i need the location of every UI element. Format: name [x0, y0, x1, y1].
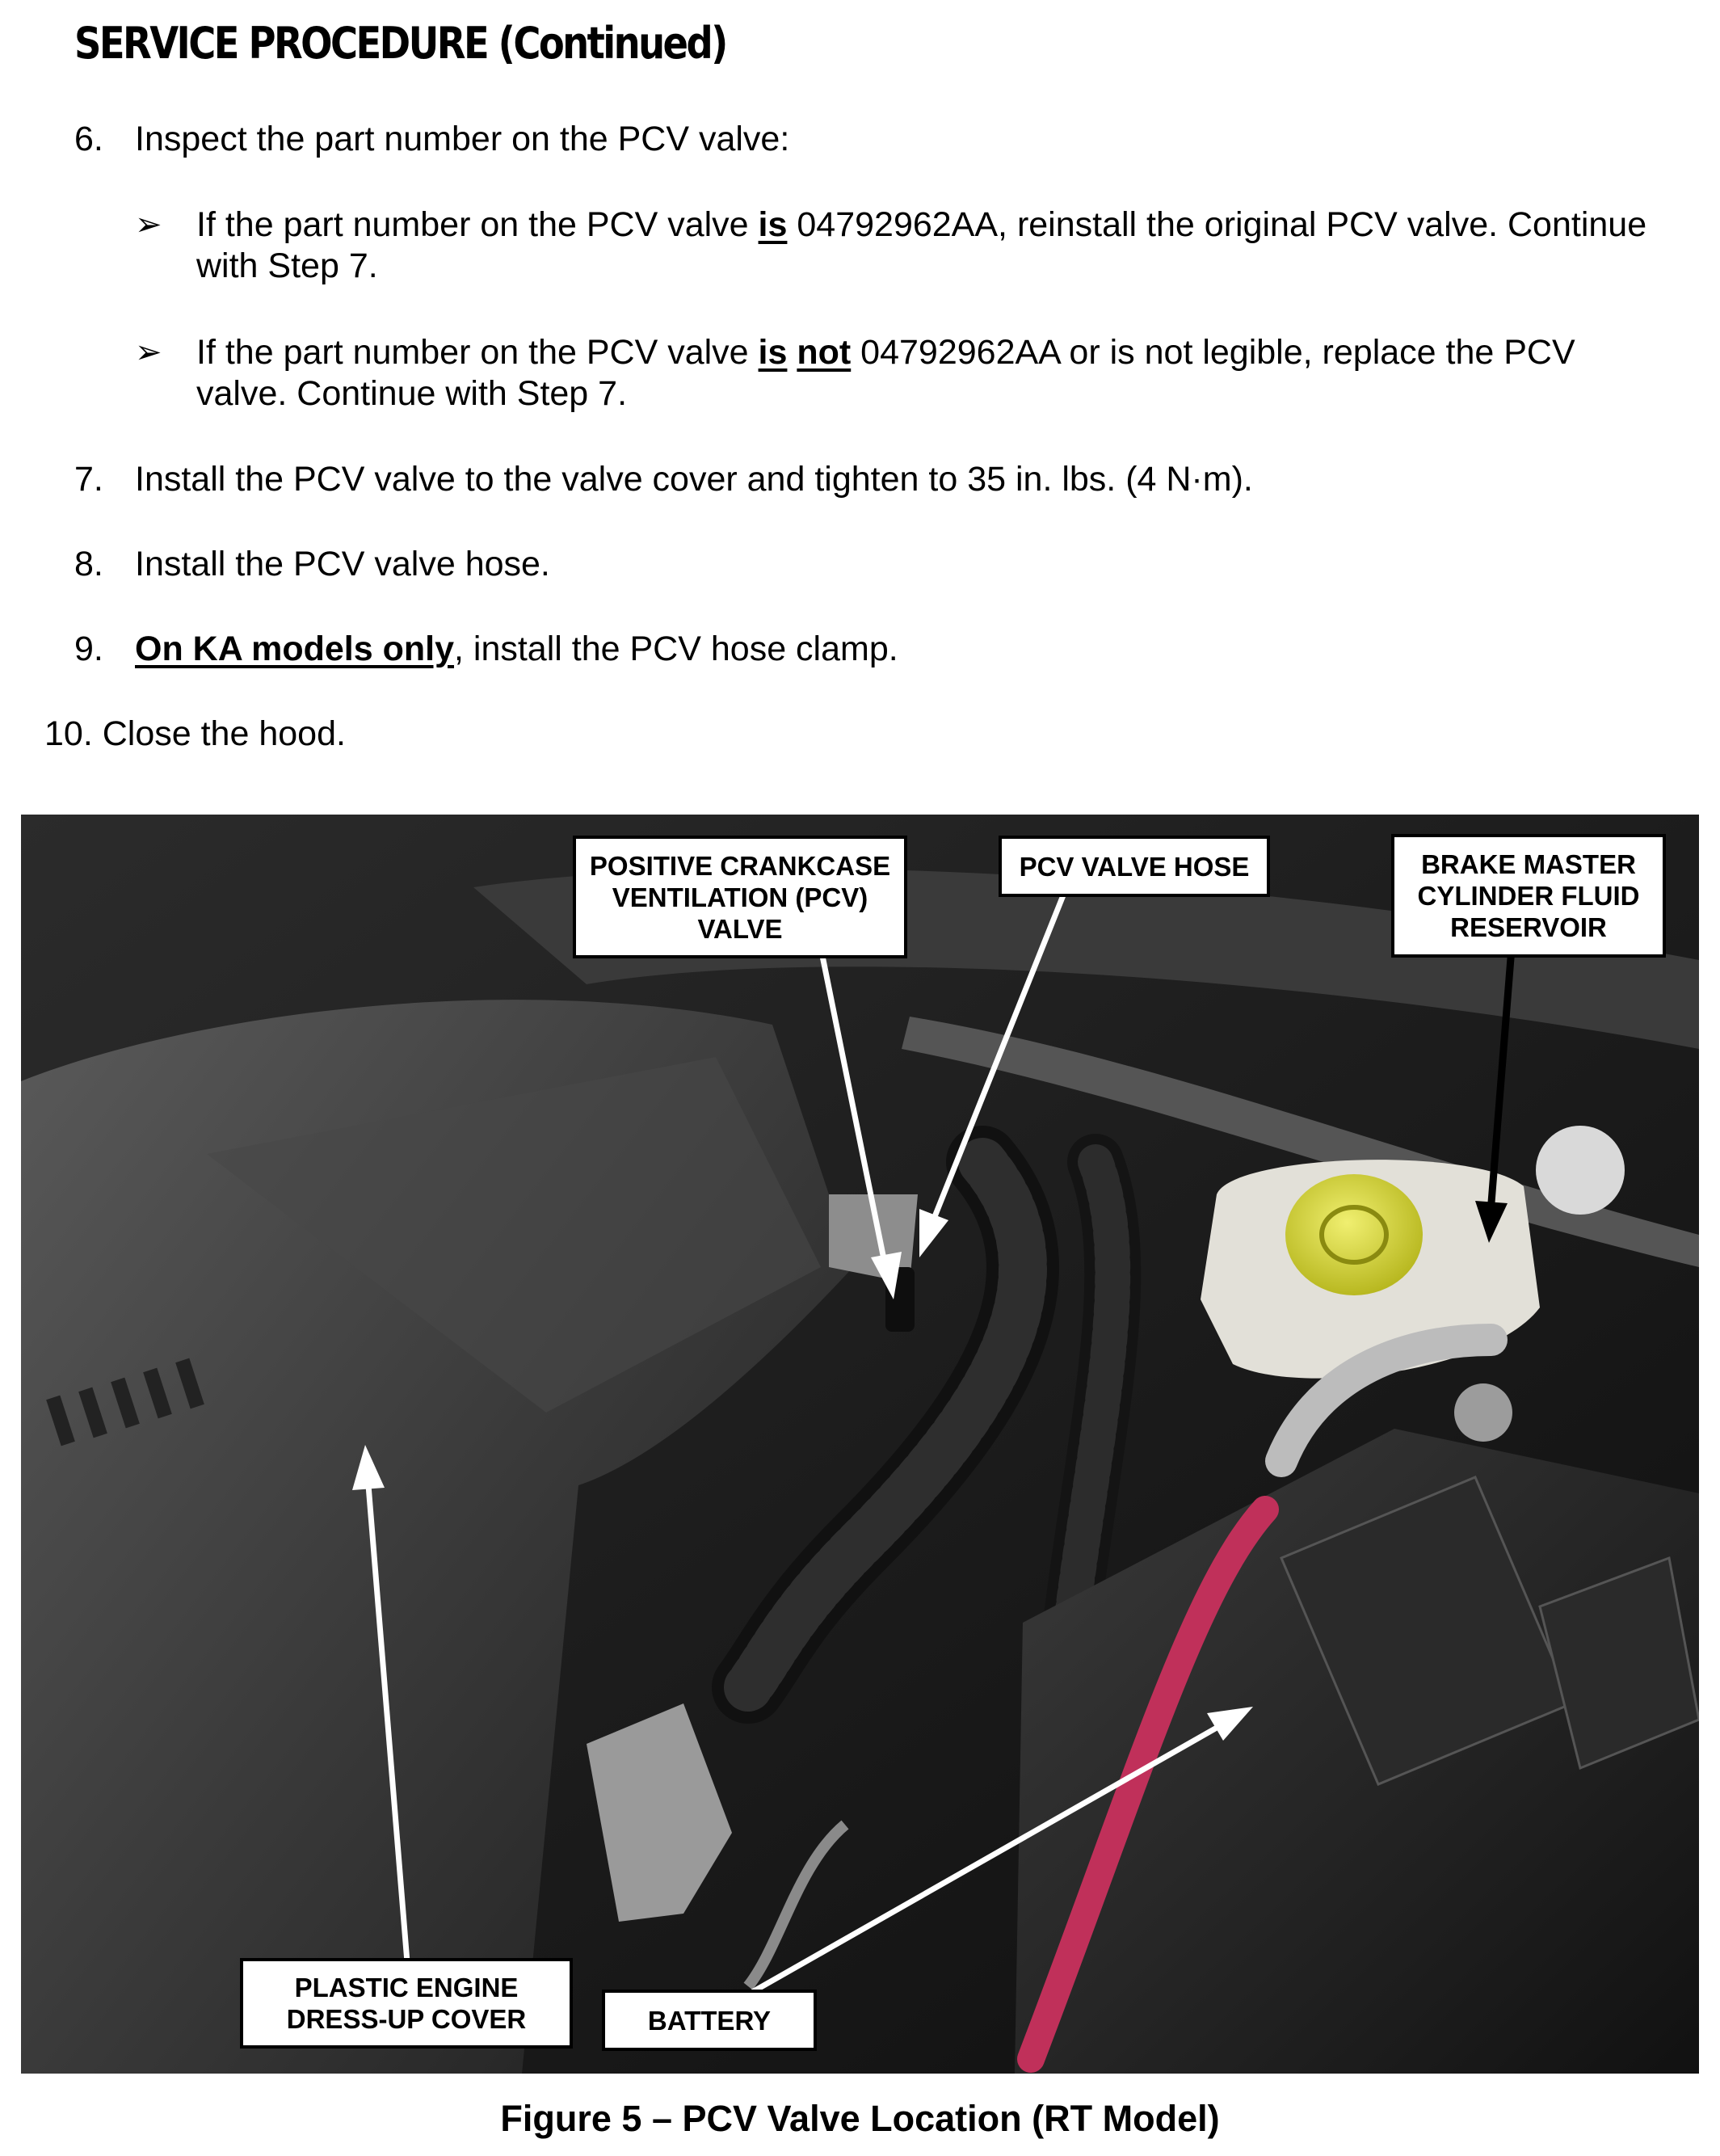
bullet-2-marker: ➢ [135, 335, 162, 370]
step-9-text: On KA models only, install the PCV hose clamp. [135, 630, 898, 668]
page-heading: SERVICE PROCEDURE (Continued) [74, 18, 726, 69]
bullet-2-line-1: If the part number on the PCV valve is not 04792962AA or is not legible, replace the PCV [196, 333, 1575, 372]
bullet-2-line-2: valve. Continue with Step 7. [196, 374, 628, 413]
step-7-text: Install the PCV valve to the valve cover and tighten to 35 in. lbs. (4 N·m). [135, 460, 1253, 499]
step-6-text: Inspect the part number on the PCV valve: [135, 120, 790, 158]
step-7-number: 7. [74, 460, 103, 499]
label-engine-cover: PLASTIC ENGINE DRESS-UP COVER [240, 1958, 573, 2049]
step-6-number: 6. [74, 120, 103, 158]
engine-bay-photo [21, 815, 1699, 2074]
step-8-text: Install the PCV valve hose. [135, 545, 550, 583]
label-brake-reservoir: BRAKE MASTER CYLINDER FLUID RESERVOIR [1391, 834, 1666, 958]
label-battery: BATTERY [602, 1990, 817, 2051]
bullet-1-marker: ➢ [135, 207, 162, 242]
bullet-1-line-1: If the part number on the PCV valve is 04792962AA, reinstall the original PCV valve. Continue [196, 205, 1647, 244]
label-pcv-valve-hose: PCV VALVE HOSE [999, 836, 1270, 897]
step-8-number: 8. [74, 545, 103, 583]
step-9-number: 9. [74, 630, 103, 668]
figure-caption: Figure 5 – PCV Valve Location (RT Model) [500, 2098, 1220, 2139]
bullet-1-line-2: with Step 7. [196, 246, 378, 285]
step-10-text: 10. Close the hood. [44, 714, 346, 753]
label-pcv-valve: POSITIVE CRANKCASE VENTILATION (PCV) VALVE [573, 836, 907, 958]
